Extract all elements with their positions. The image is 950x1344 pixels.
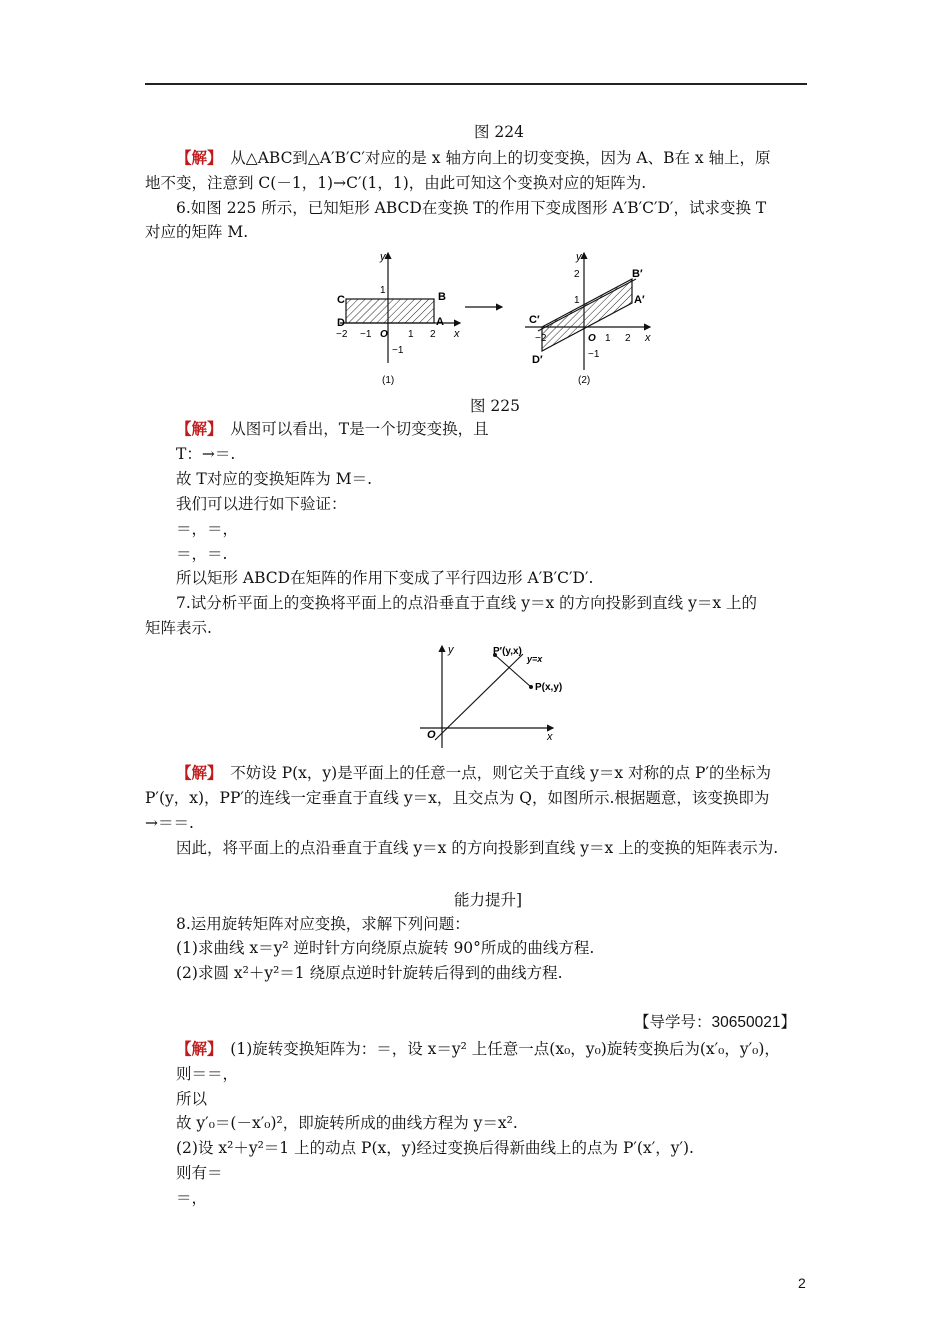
parallelogram-abcd-prime (542, 279, 632, 351)
solution-6-line-4: 我们可以进行如下验证： (176, 495, 347, 513)
tick-label-1y: 1 (574, 295, 580, 306)
point-b-prime-label: B′ (632, 268, 643, 280)
solution-6-text-1: 从图可以看出，T是一个切变变换，且 (230, 420, 489, 438)
tick-label-neg1: −1 (392, 345, 404, 356)
header-rule (145, 83, 807, 85)
point-p-label: P(x,y) (535, 682, 563, 693)
point-c-prime-label: C′ (529, 314, 540, 326)
figure-225 (320, 245, 670, 390)
solution-6-line-1 (176, 418, 489, 440)
solution-7-text-1: 不妨设 P(x，y)是平面上的任意一点，则它关于直线 y＝x 对称的点 P′的坐标为 (230, 764, 771, 782)
q7-origin-label: O (427, 729, 436, 741)
question-8-line-1: 8.运用旋转矩阵对应变换，求解下列问题： (176, 915, 470, 933)
tick-label-1x: 1 (408, 329, 414, 340)
figure-224-caption: 图 224 (474, 123, 525, 141)
panel-2-label: (2) (578, 375, 591, 386)
tick-label-2x2: 2 (625, 333, 631, 344)
origin-label: O (380, 329, 388, 340)
solution-5-text-1: 从△ABC到△A′B′C′对应的是 x 轴方向上的切变变换，因为 A、B在 x 轴上，原 (230, 149, 771, 167)
question-7-line-1: 7.试分析平面上的变换将平面上的点沿垂直于直线 y＝x 的方向投影到直线 y＝x 上的 (176, 594, 757, 612)
y-axis-label-2: y (576, 251, 582, 263)
line-yx-label: y=x (527, 654, 543, 664)
figure-225-caption: 图 225 (470, 397, 521, 415)
segment-pp-prime (495, 655, 531, 687)
solution-6-line-3: 故 T对应的变换矩阵为 M＝. (176, 470, 372, 488)
question-8-line-3: (2)求圆 x²＋y²＝1 绕原点逆时针旋转后得到的曲线方程. (176, 964, 563, 982)
y-axis-label: y (380, 251, 386, 263)
page-number: 2 (798, 1275, 806, 1291)
point-a-label: A (436, 316, 444, 328)
origin-label-2: O (588, 333, 596, 344)
solution-5-line-2: 地不变，注意到 C(－1，1)→C′(1，1)，由此可知这个变换对应的矩阵为. (145, 174, 647, 192)
solution-tag: 【解】 (176, 148, 215, 167)
solution-7-line-2: P′(y，x)，PP′的连线一定垂直于直线 y＝x，且交点为 Q，如图所示.根据题意，该变换即为 (145, 789, 770, 807)
solution-6-line-2: T：→＝. (176, 445, 236, 463)
tick-label-2y: 2 (574, 269, 580, 280)
solution-6-line-7: 所以矩形 ABCD在矩阵的作用下变成了平行四边形 A′B′C′D′. (176, 569, 594, 587)
rectangle-abcd (346, 299, 434, 323)
solution-tag: 【解】 (176, 763, 215, 782)
figure-225-left-panel (336, 251, 460, 386)
solution-tag: 【解】 (176, 1039, 215, 1058)
line-y-equals-x (435, 654, 523, 740)
solution-7-line-4: 因此，将平面上的点沿垂直于直线 y＝x 的方向投影到直线 y＝x 上的变换的矩阵表示为. (176, 839, 779, 857)
guide-number: 【导学号：30650021】 (634, 1014, 796, 1031)
tick-label-1x2: 1 (605, 333, 611, 344)
solution-8-line-6: 则有＝ (176, 1164, 223, 1182)
q7-x-axis-label: x (547, 731, 553, 743)
solution-8-line-4: 故 y′₀＝(－x′₀)²，即旋转所成的曲线方程为 y＝x². (176, 1114, 518, 1132)
question-6-line-2: 对应的矩阵 M. (145, 223, 249, 241)
point-p-prime-label: P′(y,x) (493, 646, 522, 657)
point-d-label: D (337, 317, 345, 329)
solution-6-line-6: ＝，＝. (176, 545, 228, 563)
q7-y-axis-label: y (448, 644, 454, 656)
solution-8-line-3: 所以 (176, 1090, 208, 1108)
point-d-prime-label: D′ (532, 354, 543, 366)
x-axis-label-2: x (645, 332, 651, 344)
tick-label-m2: −2 (336, 329, 348, 340)
solution-tag: 【解】 (176, 419, 215, 438)
tick-label-m2x: −2 (535, 333, 547, 344)
solution-8-text-1: (1)旋转变换矩阵为：＝，设 x＝y² 上任意一点(x₀，y₀)旋转变换后为(x′₀，y′₀)， (230, 1040, 780, 1058)
figure-q7 (415, 640, 575, 752)
figure-225-right-panel (525, 251, 651, 386)
question-7-line-2: 矩阵表示. (145, 619, 212, 637)
x-axis-label: x (454, 328, 460, 340)
section-title: 能力提升] (454, 891, 523, 909)
tick-label-neg1y: −1 (588, 349, 600, 360)
question-6-line-1: 6.如图 225 所示，已知矩形 ABCD在变换 T的作用下变成图形 A′B′C′D′，试求变换 T (176, 199, 767, 217)
tick-label-m1: −1 (360, 329, 372, 340)
solution-8-line-5: (2)设 x²＋y²＝1 上的动点 P(x，y)经过变换后得新曲线上的点为 P′(x′，y′). (176, 1139, 694, 1157)
solution-8-line-7: ＝， (176, 1189, 208, 1207)
solution-7-line-3: →＝＝. (145, 814, 194, 832)
tick-label-2x: 2 (430, 329, 436, 340)
point-b-label: B (438, 291, 446, 303)
solution-6-line-5: ＝，＝， (176, 520, 239, 538)
solution-8-line-2: 则＝＝， (176, 1065, 239, 1083)
solution-8-line-1 (176, 1038, 780, 1060)
panel-1-label: (1) (382, 375, 395, 386)
tick-label-1: 1 (380, 285, 386, 296)
point-a-prime-label: A′ (634, 294, 645, 306)
solution-5-line-1 (176, 147, 771, 169)
point-c-label: C (337, 294, 345, 306)
question-8-line-2: (1)求曲线 x＝y² 逆时针方向绕原点旋转 90°所成的曲线方程. (176, 939, 595, 957)
solution-7-line-1 (176, 762, 771, 784)
